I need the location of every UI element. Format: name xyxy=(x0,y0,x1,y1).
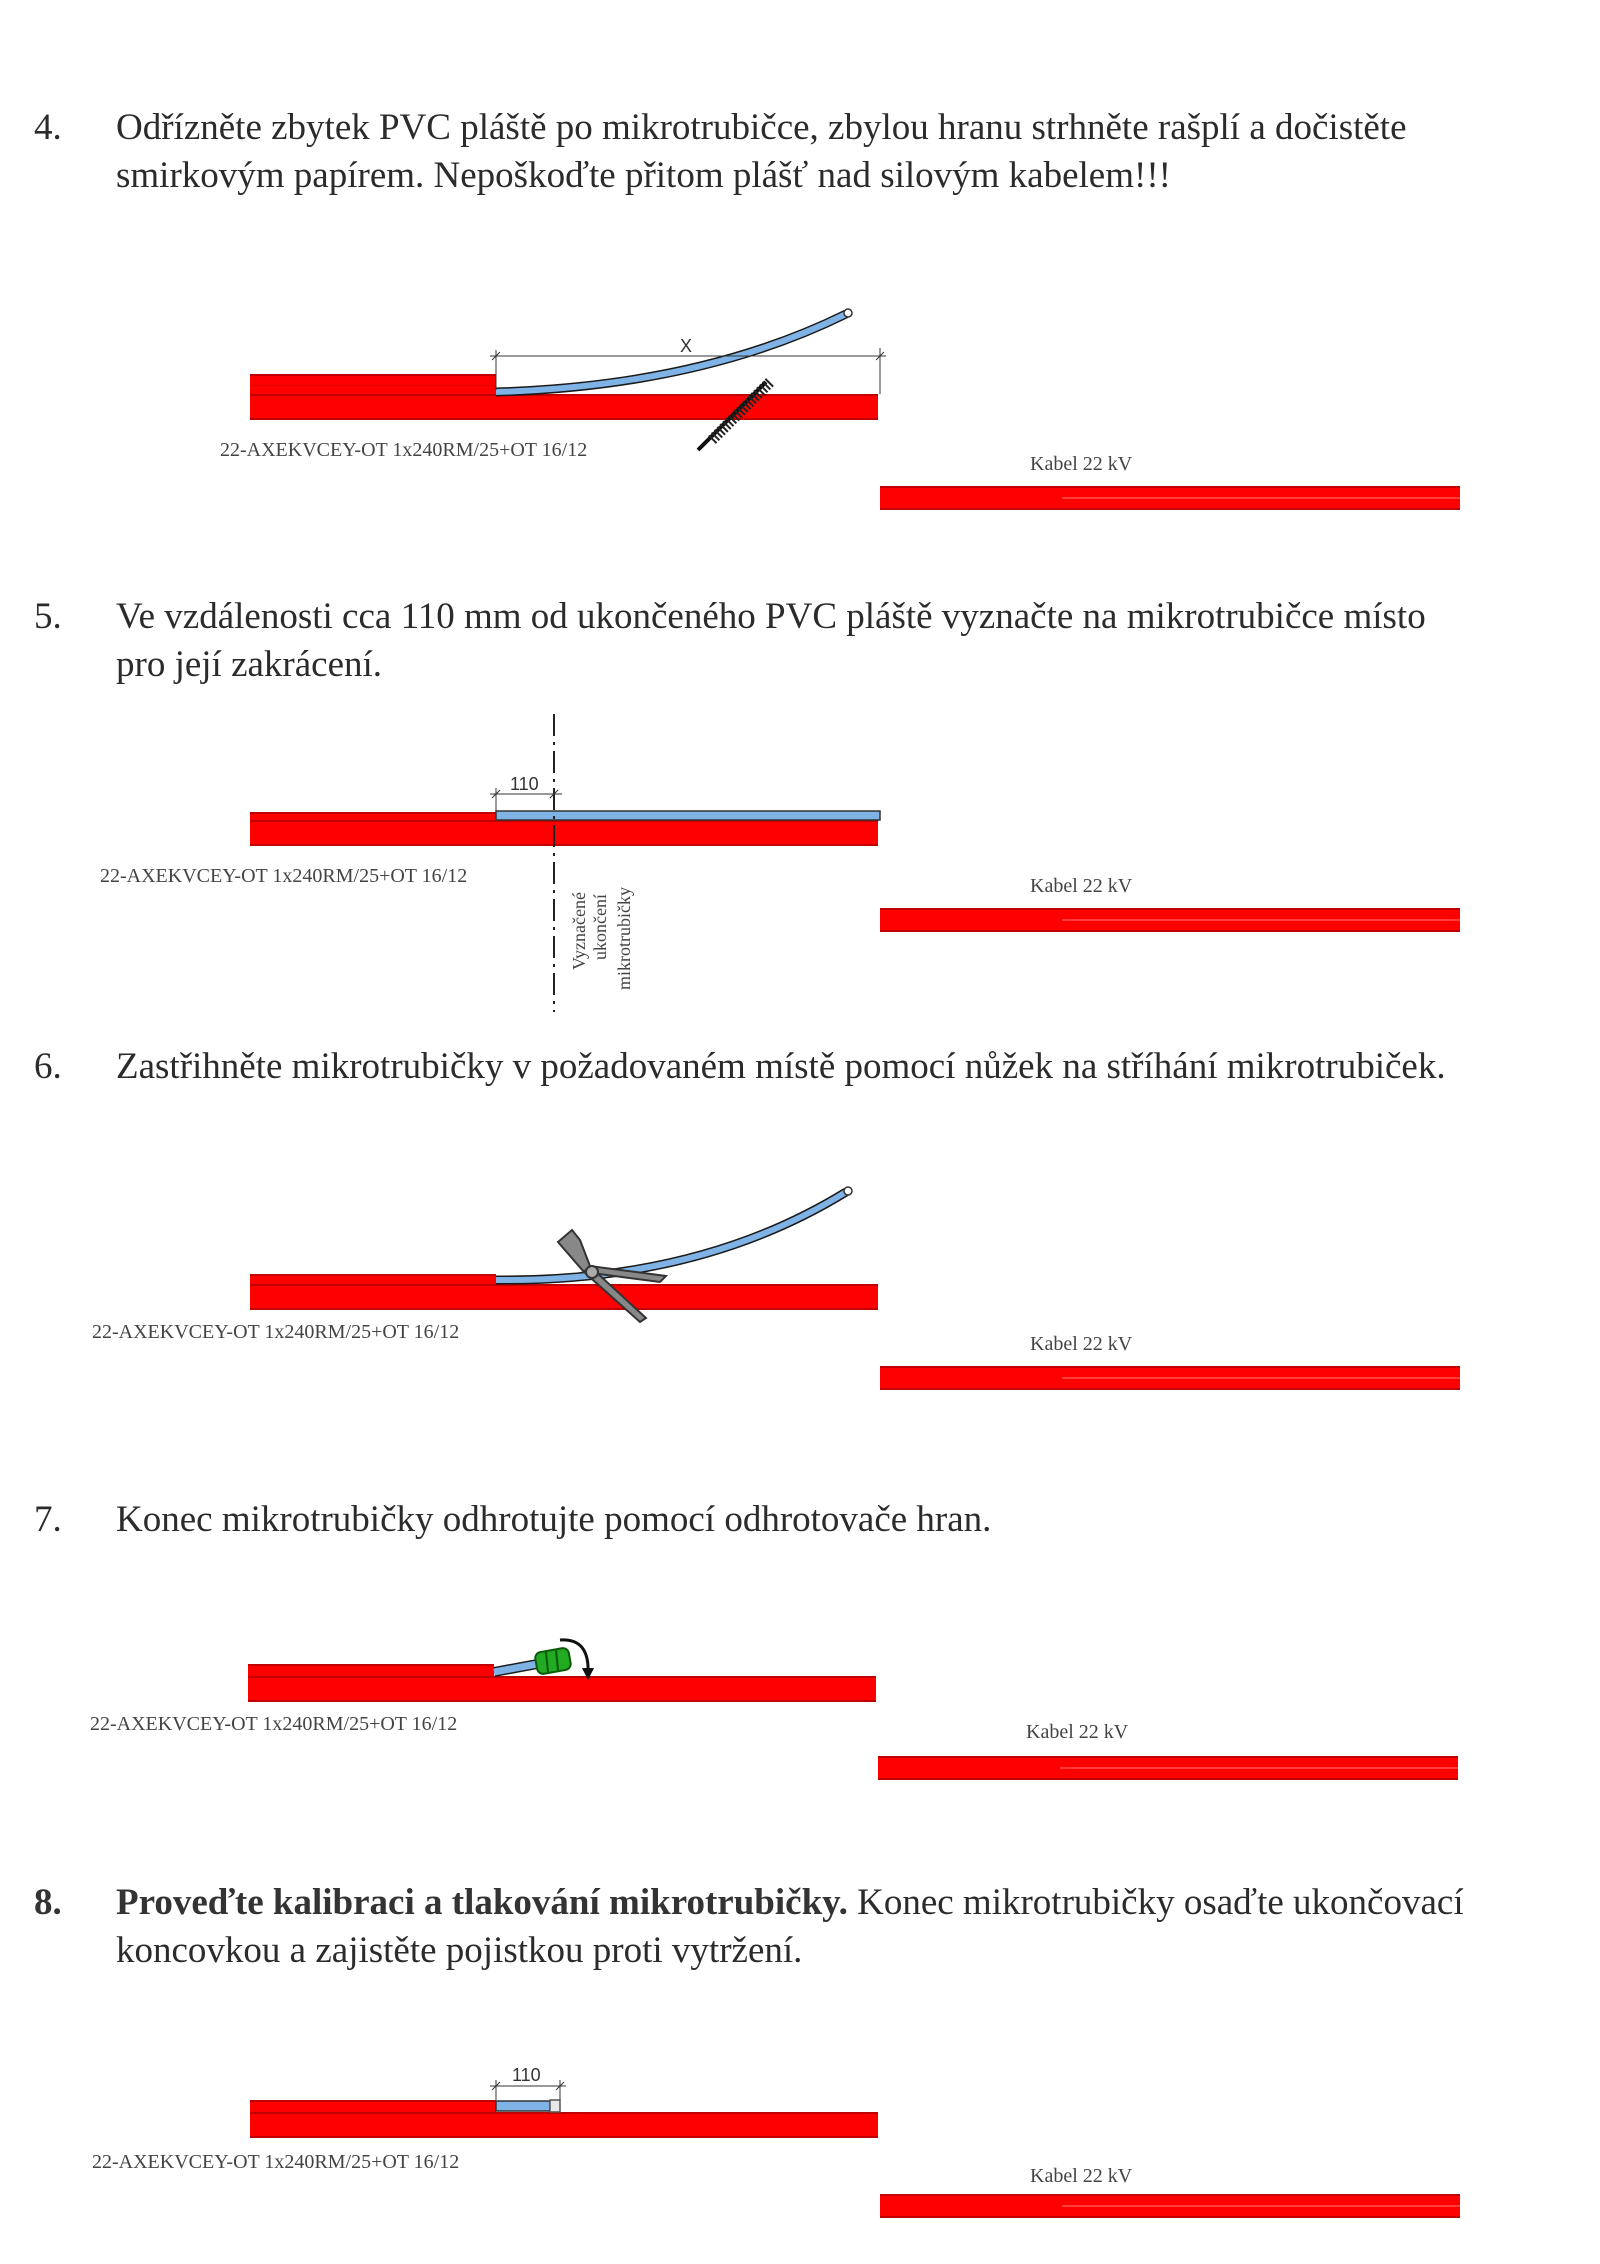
second-cable xyxy=(880,2194,1460,2218)
dimension-label: X xyxy=(680,336,693,356)
step-text-bold: Proveďte kalibraci a tlakování mikrotrubičky. xyxy=(116,1882,848,1923)
step-text-rest: Konec mikrotrubičky osaďte ukončovací koncovkou a zajistěte pojistkou proti vytržení. xyxy=(116,1882,1464,1971)
mark-label-line-3: mikrotrubičky xyxy=(614,887,634,990)
second-cable xyxy=(880,908,1460,932)
microduct xyxy=(496,2101,550,2111)
step-text: Konec mikrotrubičky odhrotujte pomocí odhrotovače hran. xyxy=(116,1499,992,1540)
second-cable xyxy=(878,1756,1458,1780)
main-cable-label: 22-AXEKVCEY-OT 1x240RM/25+OT 16/12 xyxy=(90,1713,458,1735)
step-text xyxy=(116,1879,1466,1975)
main-cable xyxy=(250,374,878,420)
dimension-label: 110 xyxy=(512,2065,541,2085)
step-8-figure xyxy=(0,2060,1600,2220)
step-text: Zastřihněte mikrotrubičky v požadovaném místě pomocí nůžek na stříhání mikrotrubiček. xyxy=(116,1046,1446,1087)
main-cable xyxy=(250,2100,878,2138)
step-6-figure xyxy=(0,1180,1600,1400)
main-cable-label: 22-AXEKVCEY-OT 1x240RM/25+OT 16/12 xyxy=(92,1321,460,1343)
second-cable xyxy=(880,486,1460,510)
second-cable-label: Kabel 22 kV xyxy=(1030,2165,1133,2187)
step-5-figure xyxy=(0,712,1600,1012)
step-number: 7. xyxy=(34,1499,62,1540)
step-7-figure xyxy=(0,1618,1600,1798)
step-4-figure xyxy=(0,290,1600,520)
main-cable-label: 22-AXEKVCEY-OT 1x240RM/25+OT 16/12 xyxy=(92,2151,460,2173)
microduct xyxy=(496,314,846,392)
step-text: Odřízněte zbytek PVC pláště po mikrotrubičce, zbylou hranu strhněte rašplí a dočistěte smirkovým papírem. Nepoškoďte přitom plášť nad silovým kabelem!!! xyxy=(116,107,1407,196)
mark-label-line-2: ukončení xyxy=(590,894,610,960)
mark-label-line-1: Vyznačené xyxy=(569,892,589,970)
step-number: 8. xyxy=(34,1882,62,1923)
second-cable xyxy=(880,1366,1460,1390)
main-cable-label: 22-AXEKVCEY-OT 1x240RM/25+OT 16/12 xyxy=(220,439,588,461)
main-cable-label: 22-AXEKVCEY-OT 1x240RM/25+OT 16/12 xyxy=(100,865,468,887)
step-number: 4. xyxy=(34,107,62,148)
mark-label xyxy=(569,887,634,990)
step-text: Ve vzdálenosti cca 110 mm od ukončeného PVC pláště vyznačte na mikrotrubičce místo pro její zakrácení. xyxy=(116,596,1426,685)
second-cable-label: Kabel 22 kV xyxy=(1030,875,1133,897)
second-cable-label: Kabel 22 kV xyxy=(1030,453,1133,475)
step-number: 6. xyxy=(34,1046,62,1087)
end-cap-icon xyxy=(550,2100,560,2112)
step-number: 5. xyxy=(34,596,62,637)
deburring-tool-icon xyxy=(534,1640,594,1680)
second-cable-label: Kabel 22 kV xyxy=(1026,1721,1129,1743)
dimension-label: 110 xyxy=(510,774,539,794)
second-cable-label: Kabel 22 kV xyxy=(1030,1333,1133,1355)
microduct xyxy=(496,1192,846,1280)
